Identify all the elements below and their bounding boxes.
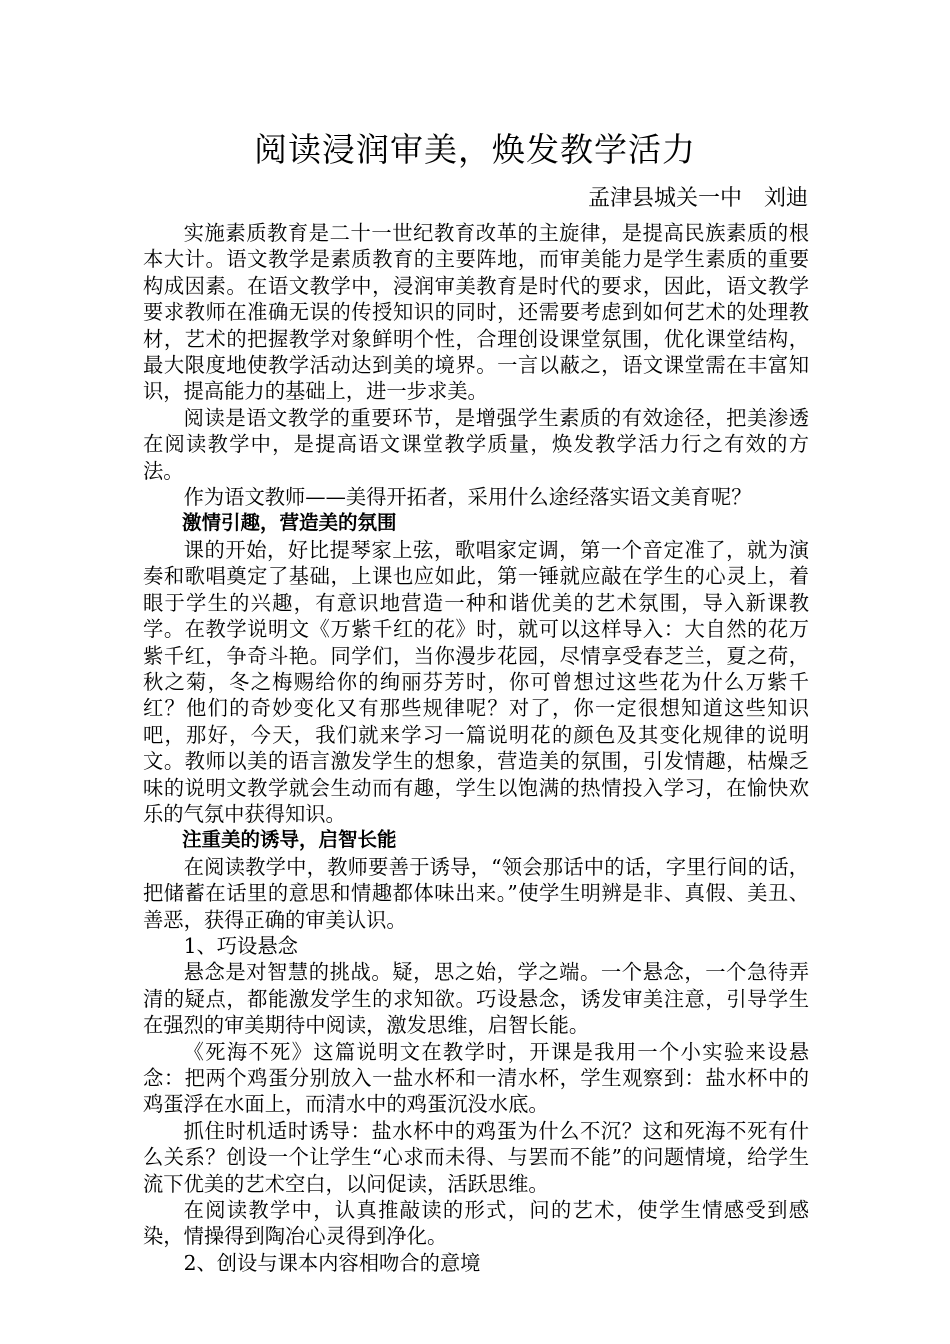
paragraph: 作为语文教师——美得开拓者，采用什么途经落实语文美育呢？ [183, 485, 752, 510]
paragraph: 抓住时机适时诱导：盐水杯中的鸡蛋为什么不沉？这和死海不死有什么关系？创设一个让学生“心求而未得、与罢而不能”的问题情境，给学生流下优美的艺术空白，以问促读，活跃思维。 [143, 1118, 809, 1196]
page-title: 阅读浸润审美，焕发教学活力 [254, 130, 696, 169]
section-heading: 激情引趣，营造美的氛围 [182, 511, 397, 535]
subsection-heading: 1、巧设悬念 [183, 933, 298, 958]
section-heading: 注重美的诱导，启智长能 [182, 828, 397, 852]
paragraph: 在阅读教学中，教师要善于诱导，“领会那话中的话，字里行间的话，把储蓄在话里的意思和情趣都体味出来。”使学生明辨是非、真假、美丑、善恶，获得正确的审美认识。 [143, 854, 809, 932]
paragraph: 阅读是语文教学的重要环节，是增强学生素质的有效途径，把美渗透在阅读教学中，是提高语文课堂教学质量，焕发教学活力行之有效的方法。 [143, 405, 809, 483]
article-body [143, 220, 809, 1276]
paragraph: 在阅读教学中，认真推敲读的形式，问的艺术，使学生情感受到感染，情操得到陶冶心灵得到净化。 [143, 1198, 809, 1249]
paragraph: 课的开始，好比提琴家上弦，歌唱家定调，第一个音定准了，就为演奏和歌唱奠定了基础，上课也应如此，第一锤就应敲在学生的心灵上，着眼于学生的兴趣，有意识地营造一种和谐优美的艺术氛围，导入新课教学。在教学说明文《万紫千红的花》时，就可以这样导入：大自然的花万紫千红，争奇斗艳。同学们，当你漫步花园，尽情享受春芝兰，夏之荷，秋之菊，冬之梅赐给你的绚丽芬芳时，你可曾想过这些花为什么万紫千红？他们的奇妙变化又有那些规律呢？对了，你一定很想知道这些知识吧，那好，今天，我们就来学习一篇说明花的颜色及其变化规律的说明文。教师以美的语言激发学生的想象，营造美的氛围，引发情趣，枯燥乏味的说明文教学就会生动而有趣，学生以饱满的热情投入学习，在愉快欢乐的气氛中获得知识。 [143, 537, 809, 826]
paragraph: 《死海不死》这篇说明文在教学时，开课是我用一个小实验来设悬念：把两个鸡蛋分别放入一盐水杯和一清水杯，学生观察到：盐水杯中的鸡蛋浮在水面上，而清水中的鸡蛋沉没水底。 [143, 1039, 809, 1117]
subsection-heading: 2、创设与课本内容相吻合的意境 [183, 1250, 481, 1275]
paragraph: 实施素质教育是二十一世纪教育改革的主旋律，是提高民族素质的根本大计。语文教学是素质教育的主要阵地，而审美能力是学生素质的重要构成因素。在语文教学中，浸润审美教育是时代的要求，因此，语文教学要求教师在准确无误的传授知识的同时，还需要考虑到如何艺术的处理教材，艺术的把握教学对象鲜明个性，合理创设课堂氛围，优化课堂结构，最大限度地使教学活动达到美的境界。一言以蔽之，语文课堂需在丰富知识，提高能力的基础上，进一步求美。 [143, 221, 809, 404]
paragraph: 悬念是对智慧的挑战。疑，思之始，学之端。一个悬念，一个急待弄清的疑点，都能激发学生的求知欲。巧设悬念，诱发审美注意，引导学生在强烈的审美期待中阅读，激发思维，启智长能。 [143, 960, 809, 1038]
author-line: 孟津县城关一中 刘迪 [587, 186, 808, 211]
